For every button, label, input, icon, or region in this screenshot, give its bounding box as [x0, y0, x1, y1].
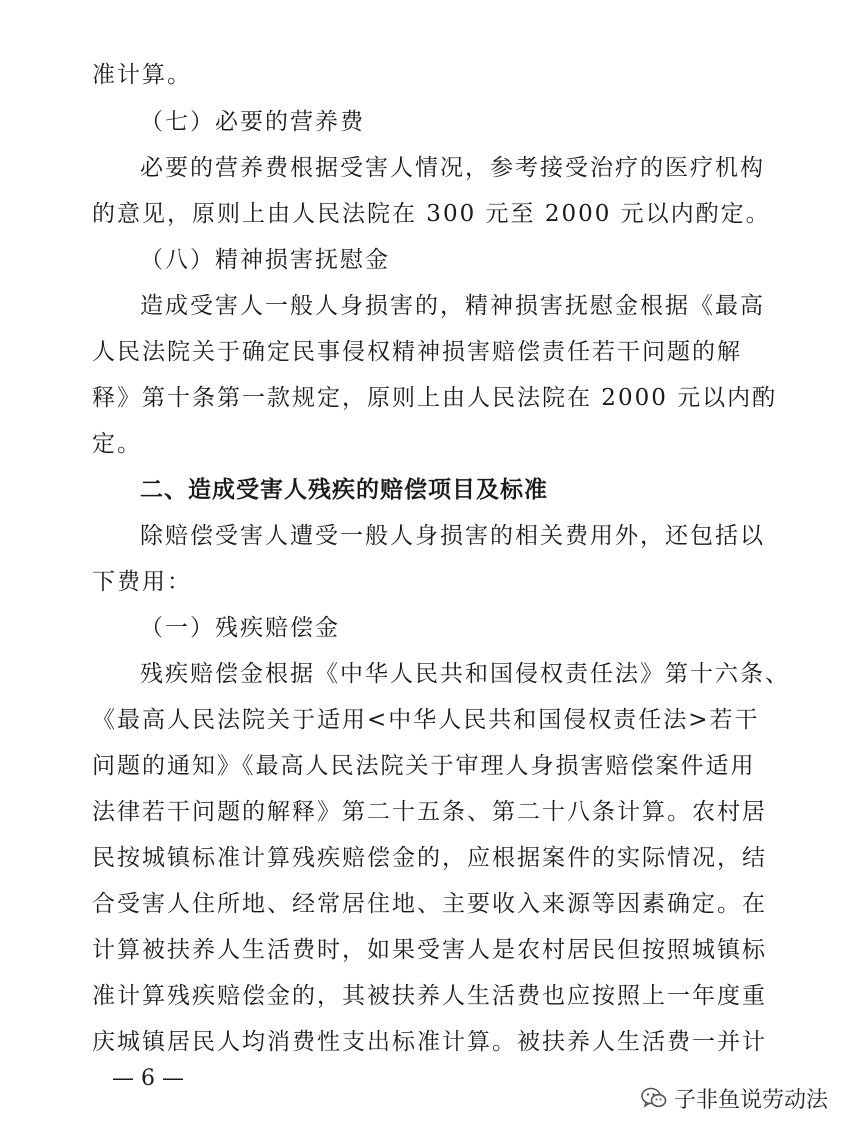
watermark-text: 子非鱼说劳动法	[674, 1087, 829, 1113]
section-heading-disability-compensation: （一）残疾赔偿金	[140, 615, 340, 641]
paragraph-line: 人民法院关于确定民事侵权精神损害赔偿责任若干问题的解	[92, 339, 742, 365]
paragraph-line: 的意见，原则上由人民法院在 300 元至 2000 元以内酌定。	[92, 201, 771, 227]
paragraph-line: 问题的通知》《最高人民法院关于审理人身损害赔偿案件适用	[92, 753, 756, 779]
paragraph-line: 除赔偿受害人遭受一般人身损害的相关费用外，还包括以	[140, 523, 765, 549]
paragraph-line: 定。	[92, 431, 142, 457]
paragraph-line: 造成受害人一般人身损害的，精神损害抚慰金根据《最高	[140, 293, 765, 319]
paragraph-line: 准计算残疾赔偿金的，其被扶养人生活费也应按照上一年度重	[92, 983, 767, 1009]
paragraph-line: 合受害人住所地、经常居住地、主要收入来源等因素确定。在	[92, 891, 767, 917]
wechat-icon	[640, 1084, 668, 1112]
page-number: — 6 —	[112, 1066, 184, 1091]
paragraph-line: 下费用：	[92, 569, 192, 595]
watermark	[640, 1082, 828, 1114]
paragraph-line: 必要的营养费根据受害人情况，参考接受治疗的医疗机构	[140, 155, 765, 181]
section-heading-mental-damage: （八）精神损害抚慰金	[140, 247, 390, 273]
paragraph-line: 庆城镇居民人均消费性支出标准计算。被扶养人生活费一并计	[92, 1029, 767, 1055]
paragraph-line: 计算被扶养人生活费时，如果受害人是农村居民但按照城镇标	[92, 937, 767, 963]
section-heading-nutrition: （七）必要的营养费	[140, 109, 365, 135]
paragraph-line: 残疾赔偿金根据《中华人民共和国侵权责任法》第十六条、	[140, 661, 790, 687]
paragraph-line: 民按城镇标准计算残疾赔偿金的，应根据案件的实际情况，结	[92, 845, 767, 871]
chapter-heading-disability: 二、造成受害人残疾的赔偿项目及标准	[140, 477, 548, 503]
paragraph-line: 准计算。	[92, 62, 192, 88]
paragraph-line: 释》第十条第一款规定，原则上由人民法院在 2000 元以内酌	[92, 385, 778, 411]
paragraph-line: 法律若干问题的解释》第二十五条、第二十八条计算。农村居	[92, 799, 767, 825]
paragraph-line: 《最高人民法院关于适用<中华人民共和国侵权责任法>若干	[92, 707, 760, 733]
